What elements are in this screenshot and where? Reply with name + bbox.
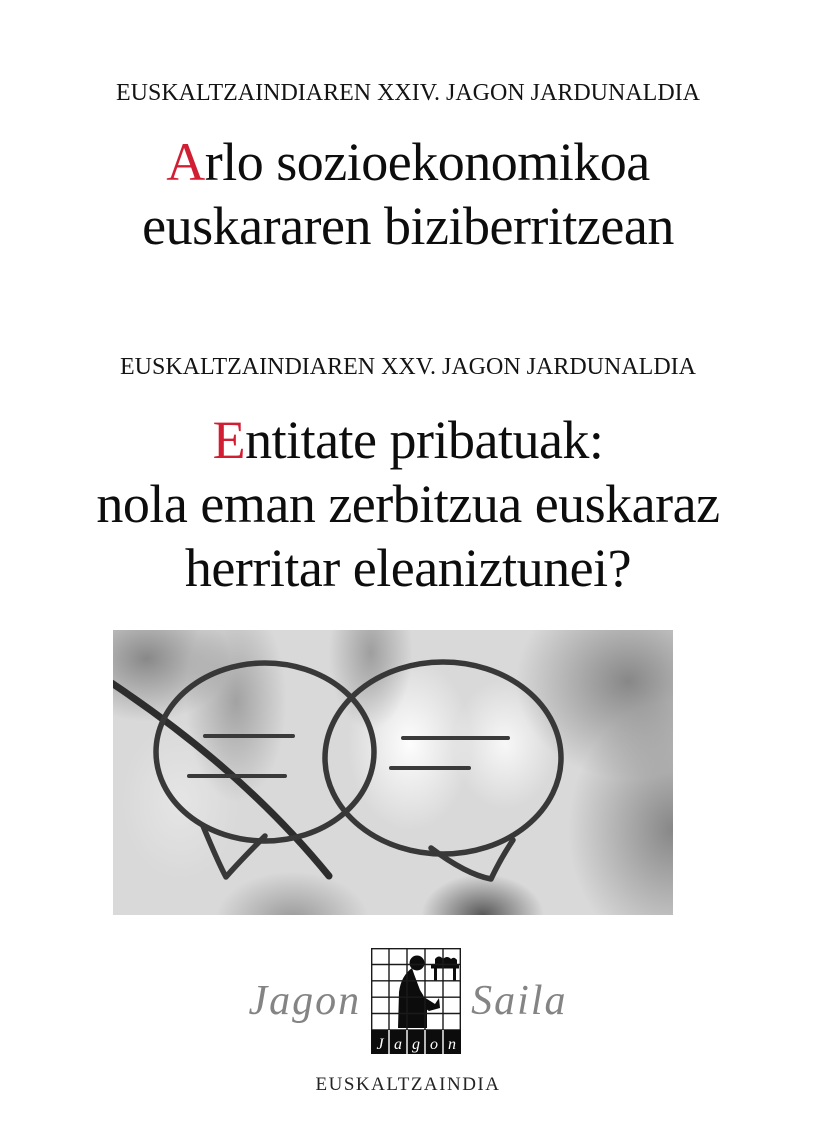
event1-title-line1-rest: rlo sozioekonomikoa xyxy=(204,132,650,192)
jagon-emblem-icon xyxy=(371,948,461,1054)
speech-bubbles-overlay xyxy=(113,630,673,915)
speech-bubbles-ink-artwork xyxy=(113,630,673,915)
svg-text:a: a xyxy=(394,1036,403,1053)
event2-title-line1 xyxy=(0,408,816,472)
speech-bubble-right-icon xyxy=(325,662,561,879)
event2-title-line3: herritar eleaniztunei? xyxy=(184,538,632,598)
svg-text:n: n xyxy=(448,1036,457,1053)
svg-text:J: J xyxy=(376,1036,384,1053)
text-lines-icon xyxy=(189,736,508,776)
event2-kicker: EUSKALTZAINDIAREN XXV. JAGON JARDUNALDIA xyxy=(120,354,696,380)
event2-title-initial: E xyxy=(212,410,246,470)
event1-title-line2: euskararen biziberritzean xyxy=(142,196,674,256)
jagon-script-text: Jagon xyxy=(248,978,362,1024)
jagon-saila-logo xyxy=(0,948,816,1054)
event1-kicker: EUSKALTZAINDIAREN XXIV. JAGON JARDUNALDIA xyxy=(116,80,700,106)
event1-title-initial: A xyxy=(166,132,205,192)
svg-text:g: g xyxy=(412,1036,421,1053)
saila-script-text: Saila xyxy=(471,978,568,1024)
event2-title-line1-rest: ntitate pribatuak: xyxy=(245,410,604,470)
euskaltzaindia-wordmark: EUSKALTZAINDIA xyxy=(315,1074,501,1095)
speech-bubble-left-icon xyxy=(156,663,374,877)
event1-title-line1 xyxy=(0,130,816,194)
event2-title-line2: nola eman zerbitzua euskaraz xyxy=(96,474,720,534)
svg-text:o: o xyxy=(430,1036,439,1053)
event2-title xyxy=(0,408,816,600)
event1-title xyxy=(0,130,816,258)
